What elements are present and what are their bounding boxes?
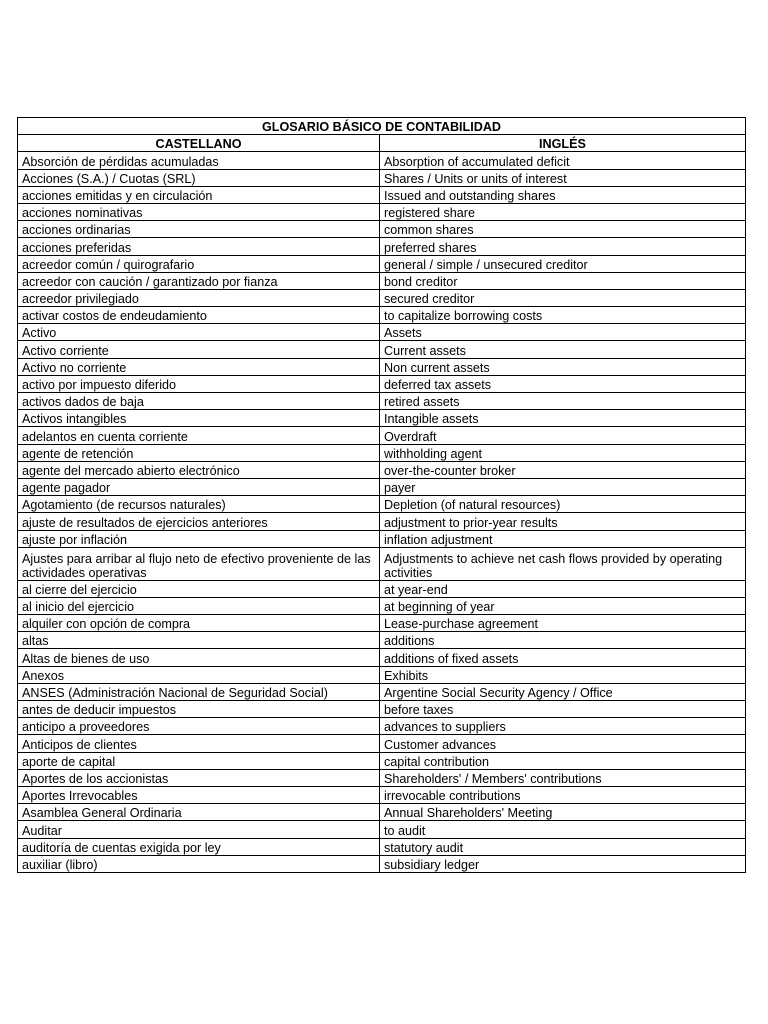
table-row <box>18 393 746 410</box>
term-ingles: Shareholders' / Members' contributions <box>380 769 746 786</box>
term-castellano: ajuste de resultados de ejercicios anteriores <box>18 513 380 530</box>
term-ingles: at year-end <box>380 580 746 597</box>
table-row <box>18 496 746 513</box>
table-row <box>18 272 746 289</box>
table-row <box>18 597 746 614</box>
term-ingles: payer <box>380 478 746 495</box>
term-ingles: adjustment to prior-year results <box>380 513 746 530</box>
table-row <box>18 701 746 718</box>
term-castellano: auxiliar (libro) <box>18 855 380 872</box>
term-castellano: activos dados de baja <box>18 393 380 410</box>
table-row <box>18 804 746 821</box>
term-castellano: acciones nominativas <box>18 203 380 220</box>
term-ingles: Assets <box>380 324 746 341</box>
table-row <box>18 410 746 427</box>
term-ingles: deferred tax assets <box>380 375 746 392</box>
term-ingles: Exhibits <box>380 666 746 683</box>
table-row <box>18 289 746 306</box>
term-ingles: Intangible assets <box>380 410 746 427</box>
table-row <box>18 427 746 444</box>
table-row <box>18 221 746 238</box>
term-ingles: advances to suppliers <box>380 718 746 735</box>
term-ingles: Non current assets <box>380 358 746 375</box>
term-ingles: bond creditor <box>380 272 746 289</box>
term-ingles: irrevocable contributions <box>380 786 746 803</box>
term-ingles: Shares / Units or units of interest <box>380 169 746 186</box>
table-row <box>18 238 746 255</box>
term-ingles: Adjustments to achieve net cash flows provided by operating activities <box>380 547 746 580</box>
term-castellano: acciones preferidas <box>18 238 380 255</box>
table-row <box>18 547 746 580</box>
term-ingles: Issued and outstanding shares <box>380 186 746 203</box>
term-castellano: agente del mercado abierto electrónico <box>18 461 380 478</box>
term-ingles: general / simple / unsecured creditor <box>380 255 746 272</box>
term-castellano: acreedor con caución / garantizado por fianza <box>18 272 380 289</box>
table-row <box>18 341 746 358</box>
term-ingles: to capitalize borrowing costs <box>380 307 746 324</box>
term-castellano: acreedor común / quirografario <box>18 255 380 272</box>
term-castellano: adelantos en cuenta corriente <box>18 427 380 444</box>
term-castellano: ajuste por inflación <box>18 530 380 547</box>
table-row <box>18 255 746 272</box>
column-header-castellano: CASTELLANO <box>18 135 380 152</box>
term-ingles: common shares <box>380 221 746 238</box>
term-castellano: auditoría de cuentas exigida por ley <box>18 838 380 855</box>
term-castellano: acciones emitidas y en circulación <box>18 186 380 203</box>
table-row <box>18 461 746 478</box>
term-castellano: Activo <box>18 324 380 341</box>
table-row <box>18 752 746 769</box>
table-row <box>18 855 746 872</box>
term-ingles: inflation adjustment <box>380 530 746 547</box>
term-ingles: Argentine Social Security Agency / Office <box>380 683 746 700</box>
term-ingles: at beginning of year <box>380 597 746 614</box>
table-row <box>18 718 746 735</box>
term-ingles: before taxes <box>380 701 746 718</box>
table-row <box>18 358 746 375</box>
table-row <box>18 821 746 838</box>
table-title: GLOSARIO BÁSICO DE CONTABILIDAD <box>18 118 746 135</box>
term-ingles: Annual Shareholders' Meeting <box>380 804 746 821</box>
term-ingles: Depletion (of natural resources) <box>380 496 746 513</box>
glossary-body <box>18 152 746 873</box>
term-castellano: Auditar <box>18 821 380 838</box>
term-castellano: activo por impuesto diferido <box>18 375 380 392</box>
term-ingles: secured creditor <box>380 289 746 306</box>
table-row <box>18 530 746 547</box>
term-ingles: subsidiary ledger <box>380 855 746 872</box>
term-castellano: al inicio del ejercicio <box>18 597 380 614</box>
table-row <box>18 649 746 666</box>
term-ingles: preferred shares <box>380 238 746 255</box>
table-row <box>18 324 746 341</box>
table-row <box>18 769 746 786</box>
term-castellano: alquiler con opción de compra <box>18 615 380 632</box>
term-ingles: Customer advances <box>380 735 746 752</box>
term-ingles: registered share <box>380 203 746 220</box>
term-ingles: to audit <box>380 821 746 838</box>
term-castellano: Activo no corriente <box>18 358 380 375</box>
term-castellano: Anexos <box>18 666 380 683</box>
term-ingles: statutory audit <box>380 838 746 855</box>
term-ingles: retired assets <box>380 393 746 410</box>
table-row <box>18 786 746 803</box>
table-row <box>18 152 746 169</box>
term-ingles: Current assets <box>380 341 746 358</box>
term-castellano: agente pagador <box>18 478 380 495</box>
term-castellano: Agotamiento (de recursos naturales) <box>18 496 380 513</box>
term-castellano: Activo corriente <box>18 341 380 358</box>
term-castellano: ANSES (Administración Nacional de Seguridad Social) <box>18 683 380 700</box>
table-row <box>18 307 746 324</box>
term-ingles: Lease-purchase agreement <box>380 615 746 632</box>
term-castellano: Activos intangibles <box>18 410 380 427</box>
term-castellano: aporte de capital <box>18 752 380 769</box>
table-row <box>18 838 746 855</box>
term-castellano: Ajustes para arribar al flujo neto de efectivo proveniente de las actividades operativas <box>18 547 380 580</box>
table-row <box>18 169 746 186</box>
term-ingles: additions of fixed assets <box>380 649 746 666</box>
term-castellano: Altas de bienes de uso <box>18 649 380 666</box>
table-row <box>18 478 746 495</box>
table-row <box>18 444 746 461</box>
header-row <box>18 135 746 152</box>
table-row <box>18 666 746 683</box>
table-row <box>18 735 746 752</box>
term-castellano: Asamblea General Ordinaria <box>18 804 380 821</box>
term-castellano: acreedor privilegiado <box>18 289 380 306</box>
term-castellano: antes de deducir impuestos <box>18 701 380 718</box>
term-ingles: additions <box>380 632 746 649</box>
term-castellano: acciones ordinarias <box>18 221 380 238</box>
term-castellano: altas <box>18 632 380 649</box>
term-ingles: capital contribution <box>380 752 746 769</box>
term-castellano: Anticipos de clientes <box>18 735 380 752</box>
term-ingles: Overdraft <box>380 427 746 444</box>
term-ingles: over-the-counter broker <box>380 461 746 478</box>
title-row <box>18 118 746 135</box>
term-castellano: anticipo a proveedores <box>18 718 380 735</box>
term-castellano: activar costos de endeudamiento <box>18 307 380 324</box>
term-castellano: agente de retención <box>18 444 380 461</box>
term-castellano: Aportes de los accionistas <box>18 769 380 786</box>
term-castellano: Aportes Irrevocables <box>18 786 380 803</box>
table-row <box>18 615 746 632</box>
term-castellano: Acciones (S.A.) / Cuotas (SRL) <box>18 169 380 186</box>
table-row <box>18 203 746 220</box>
term-ingles: Absorption of accumulated deficit <box>380 152 746 169</box>
term-castellano: Absorción de pérdidas acumuladas <box>18 152 380 169</box>
table-row <box>18 632 746 649</box>
table-row <box>18 375 746 392</box>
table-row <box>18 580 746 597</box>
table-row <box>18 683 746 700</box>
term-ingles: withholding agent <box>380 444 746 461</box>
table-row <box>18 513 746 530</box>
glossary-table <box>17 117 746 873</box>
term-castellano: al cierre del ejercicio <box>18 580 380 597</box>
column-header-ingles: INGLÉS <box>380 135 746 152</box>
table-row <box>18 186 746 203</box>
